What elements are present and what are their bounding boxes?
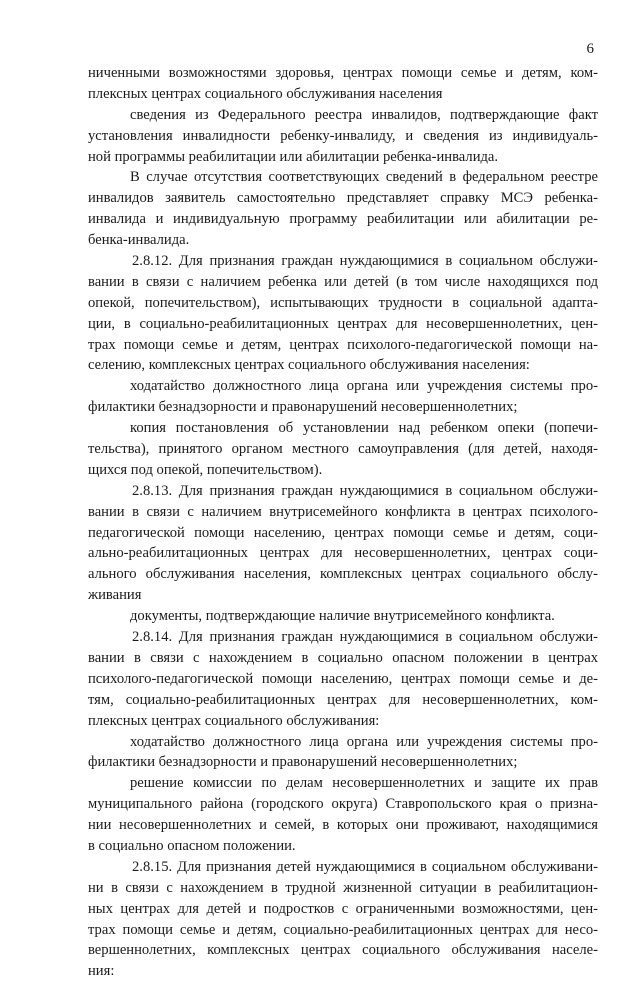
text-line: щихся под опекой, попечительством). [88,461,323,478]
document-body [88,63,598,982]
text-line: селению, комплексных центрах социального обслуживания населения: [88,357,530,374]
text-line: вершеннолетних, комплексных центрах социального обслуживания населе- [88,942,598,959]
text-line: сведения из Федерального реестра инвалидов, подтверждающие факт [130,106,598,123]
text-line: бенка-инвалида. [88,232,190,249]
text-line: нии несовершеннолетних и семей, в которых они проживают, находящимися [88,817,598,834]
text-line: 2.8.15. Для признания детей нуждающимися в социальном обслуживани- [132,858,598,875]
text-line: трах помощи семье и детям, социально-реабилитационных центрах для несо- [88,921,598,938]
text-line: муниципального района (городского округа) Ставропольского края о призна- [88,796,598,813]
text-line: вании в связи с наличием внутрисемейного конфликта в центрах психолого- [88,503,598,520]
text-line: ходатайство должностного лица органа или учреждения системы про- [130,733,598,750]
text-line: инвалида и индивидуальную программу реабилитации или абилитации ре- [88,211,598,228]
text-line: трах помощи семье и детям, центрах психолого-педагогической помощи на- [88,336,598,353]
text-line: ции, в социально-реабилитационных центрах для несовершеннолетних, цен- [88,315,598,332]
text-line: ни в связи с нахождением в трудной жизненной ситуации в реабилитацион- [88,879,598,896]
text-line: плексных центрах социального обслуживания населения [88,85,443,102]
page-number: 6 [586,41,594,57]
text-line: педагогической помощи населению, центрах помощи семье и детям, соци- [88,524,598,541]
text-line: ния: [88,963,115,980]
text-line: 2.8.13. Для признания граждан нуждающимися в социальном обслужи- [132,482,598,499]
text-line: живания [88,587,142,604]
text-line: плексных центрах социального обслуживания: [88,712,380,729]
text-line: В случае отсутствия соответствующих сведений в федеральном реестре [130,169,598,186]
text-line: 2.8.14. Для признания граждан нуждающимися в социальном обслужи- [132,629,598,646]
text-line: ниченными возможностями здоровья, центрах помощи семье и детям, ком- [88,65,598,81]
text-line: тям, социально-реабилитационных центрах для несовершеннолетних, ком- [88,691,598,708]
text-line: вании в связи с наличием ребенка или детей (в том числе находящихся под [88,273,598,290]
text-line: психолого-педагогической помощи населению, центрах помощи семье и де- [88,670,598,687]
text-line: опекой, попечительством), испытывающих трудности в социальной адапта- [88,294,598,311]
text-line: копия постановления об установлении над ребенком опеки (попечи- [130,420,598,437]
text-line: установления инвалидности ребенку-инвалиду, и сведения из индивидуаль- [88,127,598,144]
text-line: ной программы реабилитации или абилитации ребенка-инвалида. [88,148,499,165]
text-line: 2.8.12. Для признания граждан нуждающимися в социальном обслужи- [132,253,598,270]
text-line: вании в связи с нахождением в социально опасном положении в центрах [88,649,598,666]
text-line: ального обслуживания населения, комплексных центрах социального обслу- [88,566,598,583]
text-line: ходатайство должностного лица органа или учреждения системы про- [130,378,598,395]
text-line: документы, подтверждающие наличие внутрисемейного конфликта. [130,608,555,625]
text-line: инвалидов заявитель самостоятельно представляет справку МСЭ ребенка- [88,190,598,207]
text-line: филактики безнадзорности и правонарушений несовершеннолетних; [88,399,518,416]
text-line: решение комиссии по делам несовершеннолетних и защите их прав [130,775,598,792]
text-line: филактики безнадзорности и правонарушений несовершеннолетних; [88,754,518,771]
text-line: ально-реабилитационных центрах для несовершеннолетних, центрах соци- [88,545,598,562]
text-line: в социально опасном положении. [88,837,296,854]
text-line: ных центрах для детей и подростков с ограниченными возможностями, цен- [88,900,598,917]
text-line: тельства), принятого органом местного самоуправления (для детей, находя- [88,441,598,458]
